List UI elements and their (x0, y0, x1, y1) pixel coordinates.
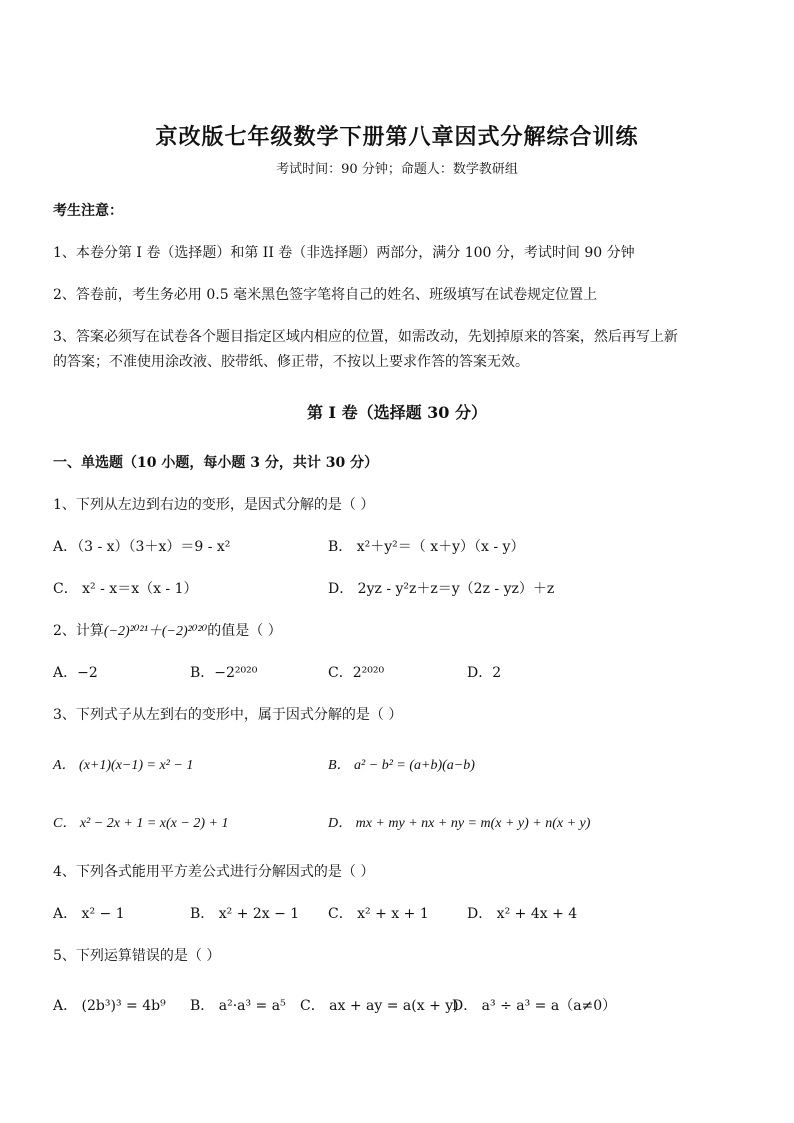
question-2-option-a: A．−2 (53, 665, 98, 681)
question-3-option-b: B． a² − b² = (a+b)(a−b) (328, 758, 475, 773)
question-1-option-c: C． x² - x＝x（x - 1） (53, 581, 198, 597)
question-1-option-a: A．（3 - x）（3＋x）＝9 - x² (53, 539, 231, 555)
question-5-option-d: D． a³ ÷ a³ = a（a≠0） (452, 998, 617, 1014)
question-3-option-c: C． x² − 2x + 1 = x(x − 2) + 1 (53, 816, 229, 831)
question-4-option-a: A． x² − 1 (53, 906, 125, 922)
question-1-stem: 1、下列从左边到右边的变形，是因式分解的是（ ） (53, 497, 375, 513)
page-title: 京改版七年级数学下册第八章因式分解综合训练 (155, 124, 639, 150)
question-2-stem-suffix: 的值是（ ） (207, 623, 282, 639)
question-2-stem-prefix: 2、计算 (53, 623, 104, 639)
question-4-option-d: D． x² + 4x + 4 (467, 906, 578, 922)
question-4-stem: 4、下列各式能用平方差公式进行分解因式的是（ ） (53, 864, 375, 880)
section-heading: 一、单选题（10 小题，每小题 3 分，共计 30 分） (53, 455, 379, 471)
question-3-stem: 3、下列式子从左到右的变形中，属于因式分解的是（ ） (53, 707, 403, 723)
question-4-option-b: B． x² + 2x − 1 (190, 906, 300, 922)
notice-item-3: 3、答案必须写在试卷各个题目指定区域内相应的位置，如需改动，先划掉原来的答案，然后再写上新 (53, 329, 678, 345)
question-2-stem (53, 620, 282, 640)
notice-item-2: 2、答卷前，考生务必用 0.5 毫米黑色签字笔将自己的姓名、班级填写在试卷规定位置上 (53, 287, 598, 303)
question-3-option-a: A． (x+1)(x−1) = x² − 1 (53, 758, 194, 773)
question-5-option-a: A． (2b³)³ = 4b⁹ (53, 998, 166, 1014)
question-2-expression: (−2)²⁰²¹＋(−2)²⁰²⁰ (103, 624, 208, 639)
question-1-option-d: D． 2yz - y²z＋z＝y（2z - yz）＋z (328, 581, 555, 597)
question-5-stem: 5、下列运算错误的是（ ） (53, 948, 221, 964)
notice-item-3-continued: 的答案；不准使用涂改液、胶带纸、修正带，不按以上要求作答的答案无效。 (53, 354, 529, 370)
question-4-option-c: C． x² + x + 1 (328, 906, 429, 922)
notice-heading: 考生注意： (53, 203, 123, 219)
exam-info: 考试时间：90 分钟；命题人：数学教研组 (276, 162, 518, 177)
notice-item-1: 1、本卷分第 I 卷（选择题）和第 II 卷（非选择题）两部分，满分 100 分，考试时间 90 分钟 (53, 245, 635, 261)
question-2-option-b: B．−2²⁰²⁰ (190, 665, 258, 681)
question-1-option-b: B． x²＋y²＝（ x＋y）（x - y） (328, 539, 525, 555)
question-2-option-d: D．2 (467, 665, 502, 681)
question-5-option-b: B． a²·a³ = a⁵ (190, 998, 286, 1014)
question-2-option-c: C．2²⁰²⁰ (328, 665, 385, 681)
question-5-option-c: C． ax + ay = a(x + y) (300, 998, 459, 1014)
question-3-option-d: D． mx + my + nx + ny = m(x + y) + n(x + y) (328, 816, 591, 831)
part-title: 第 I 卷（选择题 30 分） (306, 403, 488, 422)
